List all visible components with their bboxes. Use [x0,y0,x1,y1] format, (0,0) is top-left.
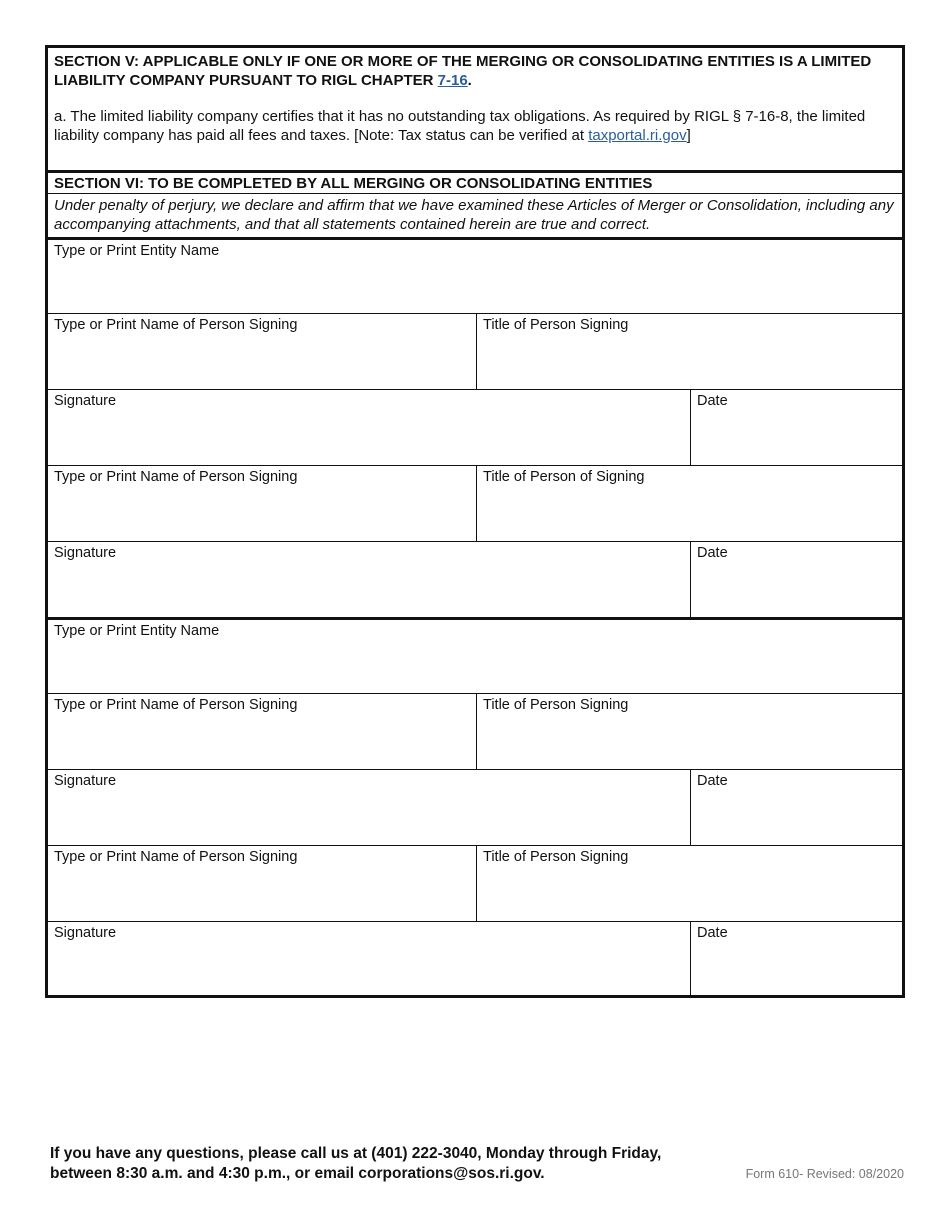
date-field[interactable] [690,390,902,465]
signer-name-label: Type or Print Name of Person Signing [54,849,298,865]
signer-title-field[interactable] [476,466,902,541]
signer-name-field[interactable] [48,466,476,541]
signer-title-label: Title of Person Signing [483,697,629,713]
signature-field[interactable] [48,770,690,845]
signer-title-field[interactable] [476,694,902,769]
date-label: Date [697,925,728,941]
signature-row [48,769,902,845]
signer-title-label: Title of Person of Signing [483,469,645,485]
signer-title-label: Title of Person Signing [483,317,629,333]
signature-row [48,389,902,465]
contact-line-2: between 8:30 a.m. and 4:30 p.m., or email corporations@sos.ri.gov. [50,1165,545,1182]
signer-row [48,845,902,921]
section-vi-heading-row [48,170,902,193]
date-label: Date [697,545,728,561]
declaration-row [48,193,902,237]
rigl-chapter-link[interactable]: 7-16 [437,72,468,89]
signature-label: Signature [54,773,117,789]
signature-label: Signature [54,925,117,941]
signer-title-field[interactable] [476,846,902,921]
contact-footer [50,1144,661,1184]
date-field[interactable] [690,542,902,617]
form-revision-label: Form 610- Revised: 08/2020 [745,1167,904,1181]
entity-name-label: Type or Print Entity Name [54,243,220,259]
section-vi-heading: SECTION VI: TO BE COMPLETED BY ALL MERGING OR CONSOLIDATING ENTITIES [54,175,653,192]
signature-label: Signature [54,545,117,561]
signature-row [48,541,902,617]
date-label: Date [697,773,728,789]
entity-name-label: Type or Print Entity Name [54,623,220,639]
signer-name-field[interactable] [48,846,476,921]
date-label: Date [697,393,728,409]
entity-name-field[interactable] [48,237,902,313]
signature-field[interactable] [48,542,690,617]
signature-field[interactable] [48,922,690,995]
form-frame [45,45,905,998]
section-v-heading: SECTION V: APPLICABLE ONLY IF ONE OR MORE OF THE MERGING OR CONSOLIDATING ENTITIES IS A LIMITED LIABILITY COMPANY PURSUANT TO RIGL CHAPTER 7-16. [54,53,872,89]
signer-row [48,693,902,769]
signature-field[interactable] [48,390,690,465]
signer-title-field[interactable] [476,314,902,389]
section-v [48,48,902,170]
signature-label: Signature [54,393,117,409]
signer-name-field[interactable] [48,694,476,769]
signature-row [48,921,902,995]
signer-row [48,313,902,389]
signer-name-label: Type or Print Name of Person Signing [54,317,298,333]
signer-row [48,465,902,541]
taxportal-link[interactable]: taxportal.ri.gov [588,127,687,144]
signer-name-label: Type or Print Name of Person Signing [54,469,298,485]
date-field[interactable] [690,770,902,845]
contact-line-1: If you have any questions, please call us at (401) 222-3040, Monday through Friday, [50,1145,662,1162]
date-field[interactable] [690,922,902,995]
signer-name-label: Type or Print Name of Person Signing [54,697,298,713]
signer-name-field[interactable] [48,314,476,389]
perjury-declaration: Under penalty of perjury, we declare and affirm that we have examined these Articles of Merger or Consolidation, including any accompanying attachments, and that all statements contained herein are true and correct. [54,197,894,233]
signer-title-label: Title of Person Signing [483,849,629,865]
section-v-statement: a. The limited liability company certifies that it has no outstanding tax obligations. As required by RIGL § 7-16-8, the limited liability company has paid all fees and taxes. [Note: Tax status can be verified at taxportal.ri.gov] [54,108,866,144]
entity-name-field[interactable] [48,617,902,693]
